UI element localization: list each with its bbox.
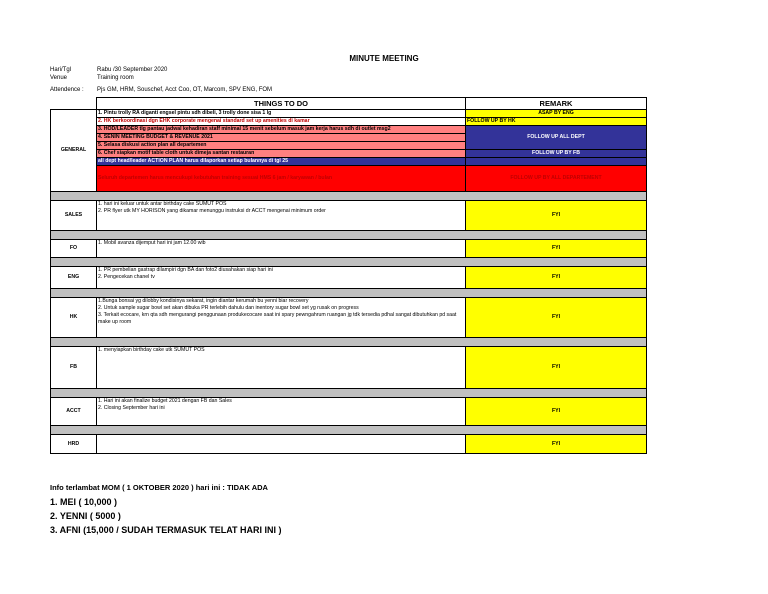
meta-date: Hari/Tgl Rabu /30 September 2020: [50, 67, 168, 73]
dept-sales: SALES: [51, 201, 97, 231]
dept-notes: 1. PR pembelian gastrap dilampiri dgn BA dan foto2 diusahakan siap hari ini 2. Pengecekan chanel tv: [97, 267, 466, 289]
minutes-table: [50, 97, 647, 454]
table-row: [51, 150, 647, 158]
dept-hk: HK: [51, 298, 97, 338]
meta-attendance: Attendence : Pjs GM, HRM, Souschef, Acct Coo, OT, Marcom, SPV ENG, FOM: [50, 87, 273, 93]
general-item: all dept head/leader ACTION PLAN harus dilaporkan setiap bulannya di tgl 25: [97, 158, 466, 166]
general-item: 6. Chef siapkan motif table cloth untuk dimeja santan restauran: [97, 150, 466, 158]
table-row: [51, 110, 647, 118]
remark-cell: FYI: [466, 347, 647, 389]
footer-info: Info terlambat MOM ( 1 OKTOBER 2020 ) hari ini : TIDAK ADA: [50, 483, 268, 492]
table-row: [51, 347, 647, 389]
general-item: 5. Selasa diskusi action plan all departemen: [97, 142, 466, 150]
remark-cell: FYI: [466, 298, 647, 338]
remark-cell: FYI: [466, 267, 647, 289]
general-item: 1. Pintu trolly RA diganti engsel pintu sdh dibeli, 3 trolly done sisa 1 lg: [97, 110, 466, 118]
general-item: 4. SENIN MEETING BUDGET & REVENUE 2021: [97, 134, 466, 142]
dept-eng: ENG: [51, 267, 97, 289]
remark-cell: FYI: [466, 240, 647, 258]
table-header-row: [51, 98, 647, 110]
footer-item: 3. AFNI (15,000 / SUDAH TERMASUK TELAT HARI INI ): [50, 525, 282, 535]
meta-venue: Venue Training room: [50, 75, 134, 81]
dept-fo: FO: [51, 240, 97, 258]
table-row: [51, 240, 647, 258]
dept-notes: 1. menyiapkan birthday cake utk SUMUT POS: [97, 347, 466, 389]
remark-cell: FOLLOW UP BY ALL DEPARTEMENT: [466, 166, 647, 192]
page-title: MINUTE MEETING: [349, 54, 419, 63]
remark-cell: FYI: [466, 201, 647, 231]
header-remark: REMARK: [466, 98, 647, 110]
table-row: [51, 267, 647, 289]
dept-hrd: HRD: [51, 435, 97, 454]
table-row: [51, 435, 647, 454]
dept-fb: FB: [51, 347, 97, 389]
dept-notes: 1. Mobil avanza dijemput hari ini jam 12.00 wib: [97, 240, 466, 258]
general-item: 2. HK berkoordinasi dgn EHK corporate mengenai standard set up amenities di kamar: [97, 118, 466, 126]
footer-item: 1. MEI ( 10,000 ): [50, 497, 118, 507]
table-row: [51, 166, 647, 192]
general-item: 3. HOD/LEADER tlg pantau jadwal kehadiran staff minimal 15 menit sebelum masuk jam kerja harus sdh di outlet msg2: [97, 126, 466, 134]
dept-general: GENERAL: [51, 110, 97, 192]
table-row: [51, 118, 647, 126]
dept-notes: 1. hari ini keluar untuk antar birthday cake SUMUT POS 2. PR flyer utk MY HORISON yang dikamar menunggu instruksi dr ACCT mengenai minimum order: [97, 201, 466, 231]
table-row: [51, 298, 647, 338]
remark-cell: ASAP BY ENG: [466, 110, 647, 118]
header-things-to-do: THINGS TO DO: [97, 98, 466, 110]
general-item: Seluruh departemen harus mencukupi kebutuhan training sesuai HMS 6 jam / karyawan / bulan: [97, 166, 466, 192]
dept-notes: [97, 435, 466, 454]
dept-notes: 1.Bunga bonsai yg dilobby kondisinya sekarat, ingin diantar kerumah bu yenni biar recovery 2. Untuk sample sugar bowl set akan dibuka PR terlebih dahulu dan inentory sugar bowl set yg rusak on progress 3. Terkait ecocare, krn qta sdh mengurangi penggunaan produkecocare saat ini spary pewngahrum ruangan jg tdk tersedia pdhal sangat dibutuhkan pd saat make up room: [97, 298, 466, 338]
remark-cell: FOLLOW UP BY FB: [466, 150, 647, 158]
table-row: [51, 398, 647, 426]
table-row: [51, 158, 647, 166]
footer-item: 2. YENNI ( 5000 ): [50, 511, 121, 521]
dept-notes: 1. Hari ini akan finalize budget 2021 dengan FB dan Sales 2. Closing September hari ini: [97, 398, 466, 426]
remark-cell: FOLLOW UP ALL DEPT: [466, 126, 647, 150]
dept-acct: ACCT: [51, 398, 97, 426]
remark-cell: FYI: [466, 398, 647, 426]
table-row: [51, 126, 647, 134]
remark-cell: FYI: [466, 435, 647, 454]
table-row: [51, 201, 647, 231]
remark-cell: FOLLOW UP BY HK: [466, 118, 647, 126]
